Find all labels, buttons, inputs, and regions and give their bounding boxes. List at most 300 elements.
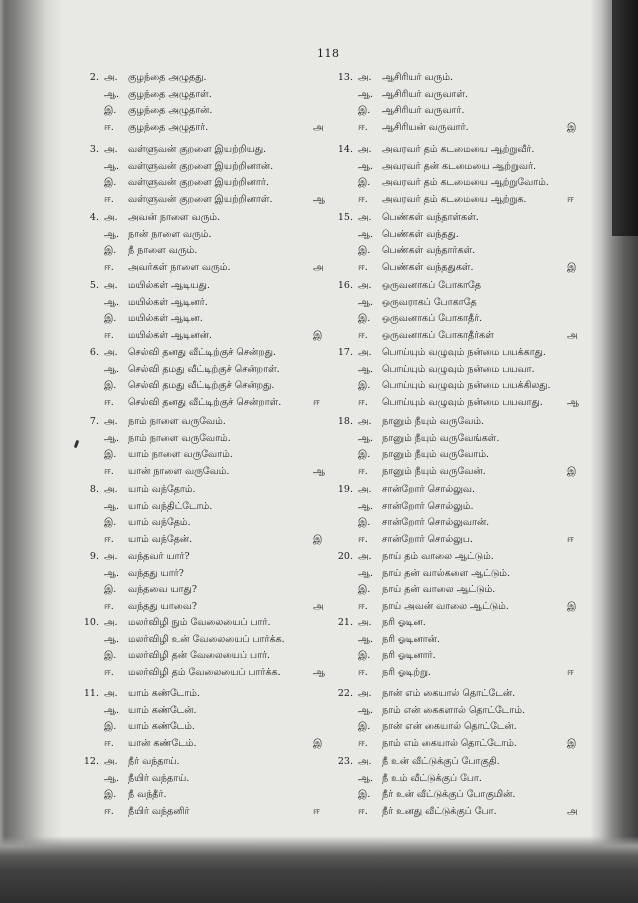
- option-label: ஆ.: [358, 228, 374, 240]
- option-text: யாம் நாளை வருவோம்.: [128, 449, 233, 460]
- option-a: [82, 549, 312, 565]
- question-number: 16.: [337, 280, 353, 291]
- option-text: ஆசிரியர் வருவார்.: [382, 105, 465, 116]
- question-8: [82, 482, 327, 548]
- option-label: ஈ.: [104, 805, 114, 817]
- option-aa: [336, 159, 566, 175]
- option-text: மயில்கள் ஆடியது.: [128, 280, 210, 291]
- option-ii: [336, 736, 566, 752]
- question-number: 7.: [89, 416, 99, 427]
- option-text: செல்வி தனது வீட்டிற்குச் சென்றது.: [128, 347, 276, 358]
- top-right-dark-edge: [612, 0, 638, 236]
- option-label: ஈ.: [358, 805, 368, 817]
- option-i: [336, 243, 566, 259]
- option-text: வந்தது யாவை?: [128, 600, 197, 612]
- answer-letter: இ: [567, 261, 577, 273]
- option-a: [82, 210, 312, 226]
- option-text: நீர் உனது வீட்டுக்குப் போ.: [382, 805, 497, 817]
- ink-speck: [74, 440, 80, 449]
- option-i: [82, 243, 312, 259]
- option-label: ஈ.: [104, 737, 114, 749]
- option-i: [82, 378, 312, 394]
- option-label: இ.: [104, 721, 117, 732]
- option-text: யாம் வந்திட்டோம்.: [128, 500, 213, 512]
- option-label: அ.: [104, 144, 118, 155]
- option-text: நாய் அவன் வாலை ஆட்டும்.: [382, 600, 509, 612]
- option-label: அ.: [104, 756, 118, 767]
- option-aa: [336, 431, 566, 447]
- option-ii: [82, 532, 312, 548]
- question-22: [336, 686, 581, 752]
- option-text: நீ நாளை வரும்.: [128, 245, 198, 256]
- answer-letter: ஈ: [567, 193, 574, 205]
- answer-letter: ஆ: [567, 396, 580, 408]
- option-text: யாம் வந்தேன்.: [128, 533, 193, 545]
- option-a: [82, 70, 312, 86]
- option-text: யான் நாளை வருவேம்.: [128, 465, 230, 477]
- option-ii: [82, 464, 312, 480]
- option-text: நான் என் கையால் தொட்டேன்.: [382, 721, 517, 732]
- option-aa: [336, 499, 566, 515]
- option-label: அ.: [104, 551, 118, 562]
- option-label: இ.: [358, 177, 371, 188]
- option-label: இ.: [104, 105, 117, 116]
- option-i: [336, 103, 566, 119]
- option-label: அ.: [104, 688, 118, 699]
- option-ii: [82, 599, 312, 615]
- answer-letter: அ: [567, 329, 578, 341]
- option-label: இ.: [358, 449, 371, 460]
- question-number: 5.: [89, 280, 99, 291]
- option-label: ஈ.: [104, 465, 114, 477]
- option-a: [82, 345, 312, 361]
- option-label: இ.: [358, 584, 371, 595]
- option-text: நீயிர் வந்தனிர்: [128, 805, 190, 817]
- option-text: வள்ளுவன் குறளை இயற்றினார்.: [128, 177, 269, 188]
- option-label: ஈ.: [104, 600, 114, 612]
- option-i: [336, 515, 566, 531]
- answer-letter: ஈ: [567, 533, 574, 545]
- option-text: நாய் தம் வாலை ஆட்டும்.: [382, 551, 494, 562]
- option-i: [82, 787, 312, 803]
- option-text: யாம் வந்தோம்.: [128, 484, 196, 495]
- question-number: 6.: [89, 347, 99, 358]
- option-i: [336, 719, 566, 735]
- option-text: பெண்கள் வந்தாள்கள்.: [382, 212, 479, 223]
- question-17: [336, 345, 581, 411]
- option-label: ஈ.: [104, 261, 114, 273]
- question-number: 23.: [337, 756, 353, 767]
- option-label: ஈ.: [358, 600, 368, 612]
- answer-letter: ஈ: [567, 666, 574, 678]
- option-label: ஆ.: [358, 500, 374, 512]
- question-2: [82, 70, 327, 136]
- option-text: பொய்யும் வழுவும் நன்மை பயவா.: [382, 363, 535, 375]
- option-text: மயில்கள் ஆடினர்.: [128, 296, 208, 308]
- option-label: ஈ.: [358, 121, 368, 133]
- option-text: குழந்தை அழுதது.: [128, 72, 207, 83]
- option-text: நாம் நாளை வருவோம்.: [128, 432, 231, 444]
- option-label: இ.: [104, 584, 117, 595]
- question-13: [336, 70, 581, 136]
- option-label: ஈ.: [358, 465, 368, 477]
- option-text: நானும் நீயும் வருவேன்.: [382, 465, 486, 477]
- option-label: ஆ.: [104, 88, 120, 100]
- option-text: நானும் நீயும் வருவோம்.: [382, 449, 490, 460]
- option-text: பெண்கள் வந்ததுகள்.: [382, 261, 474, 273]
- question-7: [82, 414, 327, 480]
- question-number: 21.: [337, 617, 353, 628]
- option-label: அ.: [358, 144, 372, 155]
- option-a: [82, 754, 312, 770]
- question-number: 8.: [89, 484, 99, 495]
- option-text: நான் நாளை வரும்.: [128, 228, 212, 240]
- answer-letter: இ: [313, 329, 323, 341]
- option-i: [82, 175, 312, 191]
- option-aa: [82, 771, 312, 787]
- question-15: [336, 210, 581, 276]
- option-a: [336, 142, 566, 158]
- question-number: 11.: [83, 688, 99, 699]
- option-aa: [82, 295, 312, 311]
- question-10: [82, 615, 327, 681]
- option-a: [336, 210, 566, 226]
- option-text: குழந்தை அழுதார்.: [128, 121, 209, 133]
- option-label: அ.: [104, 416, 118, 427]
- option-a: [336, 278, 566, 294]
- question-23: [336, 754, 581, 820]
- option-label: அ.: [104, 617, 118, 628]
- option-ii: [336, 328, 566, 344]
- option-ii: [82, 804, 312, 820]
- option-text: அவரவர் தம் கடமையை ஆற்றுக.: [382, 193, 527, 205]
- option-aa: [82, 227, 312, 243]
- answer-letter: அ: [313, 121, 324, 133]
- option-i: [336, 582, 566, 598]
- option-aa: [336, 703, 566, 719]
- option-a: [82, 482, 312, 498]
- option-label: அ.: [358, 688, 372, 699]
- option-aa: [336, 771, 566, 787]
- option-ii: [82, 395, 312, 411]
- option-text: ஆசிரியர் வருவாள்.: [382, 88, 468, 100]
- answer-letter: அ: [313, 261, 324, 273]
- option-label: இ.: [358, 245, 371, 256]
- option-aa: [82, 566, 312, 582]
- answer-letter: அ: [567, 805, 578, 817]
- option-text: வந்தவை யாது?: [128, 584, 197, 595]
- option-label: ஈ.: [104, 121, 114, 133]
- option-text: ஒருவனாகப் போகாதீர்.: [382, 313, 483, 324]
- option-a: [82, 686, 312, 702]
- option-i: [82, 719, 312, 735]
- option-label: ஆ.: [358, 633, 374, 645]
- answer-letter: அ: [313, 600, 324, 612]
- option-ii: [82, 665, 312, 681]
- option-label: ஆ.: [358, 160, 374, 172]
- question-20: [336, 549, 581, 615]
- option-aa: [82, 703, 312, 719]
- option-label: இ.: [104, 245, 117, 256]
- question-number: 17.: [337, 347, 353, 358]
- option-aa: [336, 87, 566, 103]
- option-ii: [336, 804, 566, 820]
- option-aa: [82, 632, 312, 648]
- question-9: [82, 549, 327, 615]
- option-label: ஈ.: [358, 329, 368, 341]
- option-label: அ.: [358, 484, 372, 495]
- option-ii: [82, 120, 312, 136]
- option-label: ஈ.: [104, 329, 114, 341]
- option-text: அவன் நாளை வரும்.: [128, 212, 221, 223]
- option-ii: [82, 736, 312, 752]
- question-number: 14.: [337, 144, 353, 155]
- question-number: 4.: [89, 212, 99, 223]
- option-label: இ.: [358, 789, 371, 800]
- option-text: யான் கண்டேம்.: [128, 737, 197, 749]
- answer-letter: ஆ: [313, 193, 326, 205]
- spine-shadow: [0, 0, 62, 903]
- option-label: ஆ.: [104, 633, 120, 645]
- option-text: நரி ஓடினான்.: [382, 633, 440, 645]
- question-number: 12.: [83, 756, 99, 767]
- option-text: சான்றோர் சொல்லுவான்.: [382, 517, 490, 528]
- option-text: நான் எம் கையால் தொட்டேன்.: [382, 688, 516, 699]
- option-label: அ.: [358, 551, 372, 562]
- answer-letter: இ: [567, 600, 577, 612]
- option-text: செல்வி தமது வீட்டிற்குச் சென்றது.: [128, 380, 275, 391]
- option-label: அ.: [104, 347, 118, 358]
- option-label: ஆ.: [358, 296, 374, 308]
- option-label: அ.: [358, 416, 372, 427]
- option-label: இ.: [358, 313, 371, 324]
- option-text: அவரவர் தன் கடமையை ஆற்றுவர்.: [382, 160, 536, 172]
- option-aa: [82, 362, 312, 378]
- option-ii: [336, 192, 566, 208]
- option-label: அ.: [358, 212, 372, 223]
- option-ii: [336, 395, 566, 411]
- option-label: இ.: [104, 517, 117, 528]
- option-label: இ.: [358, 105, 371, 116]
- option-a: [336, 549, 566, 565]
- option-text: வந்தது யார்?: [128, 567, 184, 579]
- option-text: மயில்கள் ஆடின.: [128, 313, 203, 324]
- option-label: ஆ.: [358, 704, 374, 716]
- option-aa: [336, 295, 566, 311]
- question-number: 15.: [337, 212, 353, 223]
- option-i: [82, 103, 312, 119]
- option-label: அ.: [104, 72, 118, 83]
- answer-letter: இ: [567, 121, 577, 133]
- option-label: இ.: [104, 380, 117, 391]
- option-a: [82, 142, 312, 158]
- option-label: அ.: [104, 212, 118, 223]
- option-text: செல்வி தனது வீட்டிற்குச் சென்றாள்.: [128, 396, 282, 408]
- option-text: நாம் எம் கையால் தொட்டோம்.: [382, 737, 517, 749]
- option-label: ஆ.: [104, 567, 120, 579]
- page-number: 118: [317, 47, 340, 60]
- option-text: அவர்கள் நாளை வரும்.: [128, 261, 231, 273]
- option-aa: [336, 632, 566, 648]
- answer-letter: இ: [313, 533, 323, 545]
- option-label: ஈ.: [358, 533, 368, 545]
- option-ii: [336, 464, 566, 480]
- option-text: குழந்தை அழுதான்.: [128, 105, 213, 116]
- option-text: நாம் என் கைகளால் தொட்டோம்.: [382, 704, 525, 716]
- option-label: இ.: [104, 650, 117, 661]
- option-text: நரி ஓடிற்று.: [382, 666, 431, 678]
- option-text: யாம் கண்டேம்.: [128, 721, 195, 732]
- option-a: [336, 414, 566, 430]
- question-number: 18.: [337, 416, 353, 427]
- option-label: இ.: [358, 517, 371, 528]
- option-label: ஈ.: [104, 533, 114, 545]
- option-text: பெண்கள் வந்தார்கள்.: [382, 245, 476, 256]
- question-number: 13.: [337, 72, 353, 83]
- option-text: பொய்யும் வழுவும் நன்மை பயக்காது.: [382, 347, 546, 358]
- option-ii: [336, 260, 566, 276]
- answer-letter: ஈ: [313, 805, 320, 817]
- option-text: நரி ஓடினார்.: [382, 650, 436, 661]
- question-11: [82, 686, 327, 752]
- option-label: ஆ.: [104, 160, 120, 172]
- option-text: நீர் உன் வீட்டுக்குப் போகுமின்.: [382, 789, 516, 800]
- option-label: ஈ.: [358, 193, 368, 205]
- option-label: ஆ.: [358, 88, 374, 100]
- option-label: இ.: [104, 789, 117, 800]
- option-a: [336, 345, 566, 361]
- option-text: நீ உம் வீட்டுக்குப் போ.: [382, 772, 482, 784]
- option-a: [336, 70, 566, 86]
- option-text: நீ உன் வீட்டுக்குப் போகுதி.: [382, 756, 500, 767]
- option-text: செல்வி தமது வீட்டிற்குச் சென்றாள்.: [128, 363, 280, 375]
- question-21: [336, 615, 581, 681]
- question-number: 9.: [89, 551, 99, 562]
- question-19: [336, 482, 581, 548]
- option-a: [82, 278, 312, 294]
- option-label: அ.: [358, 617, 372, 628]
- option-label: ஈ.: [104, 396, 114, 408]
- option-text: நானும் நீயும் வருவேம்.: [382, 416, 485, 427]
- option-label: ஈ.: [358, 666, 368, 678]
- option-i: [336, 648, 566, 664]
- option-i: [82, 648, 312, 664]
- option-i: [336, 378, 566, 394]
- option-label: ஈ.: [358, 261, 368, 273]
- question-12: [82, 754, 327, 820]
- option-text: மலர்விழி தன் வேலையைப் பார்.: [128, 650, 271, 661]
- option-text: யாம் கண்டேன்.: [128, 704, 197, 716]
- option-text: வள்ளுவன் குறளை இயற்றினாள்.: [128, 193, 273, 205]
- option-label: ஆ.: [104, 432, 120, 444]
- option-label: ஆ.: [104, 500, 120, 512]
- option-text: மயில்கள் ஆடினன்.: [128, 329, 212, 341]
- option-text: நீ வந்தீர்.: [128, 789, 167, 800]
- option-label: ஆ.: [104, 772, 120, 784]
- option-aa: [82, 159, 312, 175]
- option-label: அ.: [358, 280, 372, 291]
- option-label: அ.: [358, 347, 372, 358]
- option-text: வந்தவர் யார்?: [128, 551, 190, 562]
- option-text: அவரவர் தம் கடமையை ஆற்றுவீர்.: [382, 144, 535, 155]
- option-aa: [82, 87, 312, 103]
- option-text: நாய் தன் வால்களை ஆட்டும்.: [382, 567, 510, 579]
- option-ii: [82, 192, 312, 208]
- option-aa: [82, 431, 312, 447]
- question-4: [82, 210, 327, 276]
- option-ii: [336, 532, 566, 548]
- option-text: குழந்தை அழுதாள்.: [128, 88, 212, 100]
- option-text: ஒருவனாகப் போகாதே: [382, 280, 481, 291]
- option-text: நாய் தன் வாலை ஆட்டும்.: [382, 584, 496, 595]
- option-label: ஈ.: [104, 193, 114, 205]
- option-label: ஈ.: [358, 396, 368, 408]
- option-label: ஈ.: [104, 666, 114, 678]
- answer-letter: ஈ: [313, 396, 320, 408]
- answer-letter: ஆ: [313, 666, 326, 678]
- option-label: ஆ.: [358, 363, 374, 375]
- option-text: நானும் நீயும் வருவேங்கள்.: [382, 432, 500, 444]
- question-3: [82, 142, 327, 208]
- option-i: [336, 447, 566, 463]
- question-number: 22.: [337, 688, 353, 699]
- option-label: இ.: [358, 380, 371, 391]
- option-ii: [336, 665, 566, 681]
- option-label: ஆ.: [104, 363, 120, 375]
- option-text: வள்ளுவன் குறளை இயற்றினான்.: [128, 160, 274, 172]
- question-6: [82, 345, 327, 411]
- option-label: ஆ.: [104, 296, 120, 308]
- option-label: அ.: [104, 280, 118, 291]
- option-aa: [336, 227, 566, 243]
- option-ii: [336, 120, 566, 136]
- option-label: இ.: [104, 449, 117, 460]
- option-i: [82, 582, 312, 598]
- option-label: இ.: [104, 177, 117, 188]
- option-text: சான்றோர் சொல்லுவ.: [382, 484, 475, 495]
- answer-letter: இ: [313, 737, 323, 749]
- question-14: [336, 142, 581, 208]
- option-text: யாம் வந்தேம்.: [128, 517, 191, 528]
- question-number: 20.: [337, 551, 353, 562]
- question-18: [336, 414, 581, 480]
- option-label: அ.: [358, 72, 372, 83]
- bottom-edge-shadow: [0, 836, 638, 903]
- option-aa: [82, 499, 312, 515]
- option-text: ஒருவராகப் போகாதே: [382, 296, 477, 308]
- option-label: இ.: [358, 721, 371, 732]
- option-aa: [336, 362, 566, 378]
- question-number: 3.: [89, 144, 99, 155]
- option-i: [82, 311, 312, 327]
- option-text: ஒருவனாகப் போகாதீர்கள்: [382, 329, 494, 341]
- option-a: [336, 686, 566, 702]
- option-label: இ.: [104, 313, 117, 324]
- option-text: சான்றோர் சொல்லுப.: [382, 533, 473, 545]
- option-label: ஈ.: [358, 737, 368, 749]
- option-label: ஆ.: [358, 567, 374, 579]
- option-ii: [82, 328, 312, 344]
- option-text: நரி ஓடின.: [382, 617, 426, 628]
- question-number: 10.: [83, 617, 99, 628]
- option-a: [336, 482, 566, 498]
- question-number: 19.: [337, 484, 353, 495]
- option-text: பொய்யும் வழுவும் நன்மை பயவாது.: [382, 396, 543, 408]
- option-i: [336, 787, 566, 803]
- option-i: [336, 311, 566, 327]
- question-number: 2.: [89, 72, 99, 83]
- option-text: ஆசிரியர் வரும்.: [382, 72, 453, 83]
